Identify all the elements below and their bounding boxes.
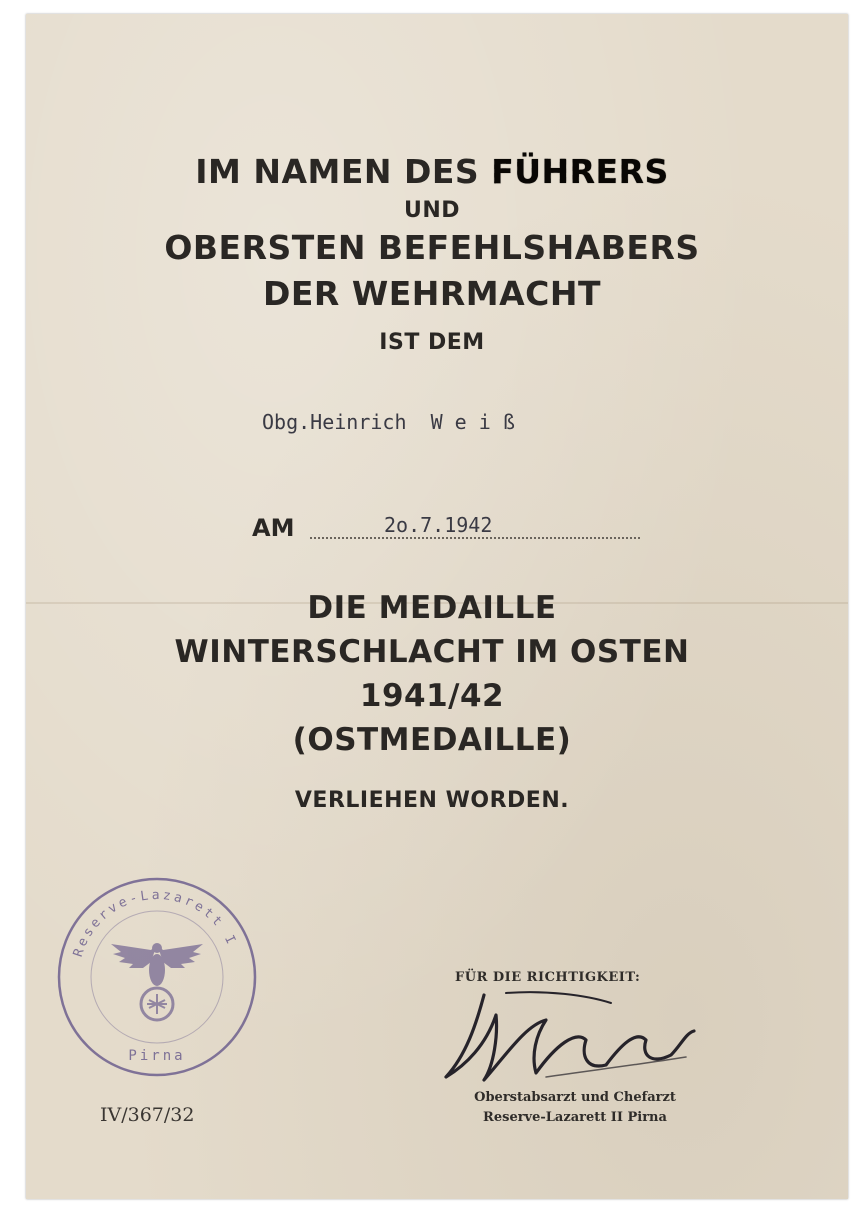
award-line-2: WINTERSCHLACHT IM OSTEN xyxy=(174,634,690,670)
signatory-role: Oberstabsarzt und Chefarzt xyxy=(474,1090,676,1105)
signatory-unit: Reserve-Lazarett II Pirna xyxy=(483,1110,667,1125)
reference-number: IV/367/32 xyxy=(100,1104,195,1126)
stamp-ring-text: Reserve-Lazarett I xyxy=(70,887,240,959)
date-dotted-line xyxy=(310,537,640,539)
header-line-4: DER WEHRMACHT xyxy=(262,274,602,313)
header-line-1 xyxy=(0,152,864,191)
award-line-3: 1941/42 xyxy=(359,678,505,714)
award-line-4: (OSTMEDAILLE) xyxy=(292,722,572,758)
censored-word: FÜHRERS xyxy=(491,152,669,191)
eagle-icon xyxy=(111,943,203,1020)
header-line-1-prefix: IM NAMEN DES xyxy=(195,152,480,191)
header-line-3: OBERSTEN BEFEHLSHABERS xyxy=(164,228,700,267)
handwritten-signature xyxy=(436,985,706,1090)
official-stamp xyxy=(54,874,260,1080)
stamp-city: Pirna xyxy=(128,1048,186,1064)
recipient-name: Obg.Heinrich W e i ß xyxy=(262,410,515,434)
award-date: 2o.7.1942 xyxy=(384,513,493,537)
attestation-label: FÜR DIE RICHTIGKEIT: xyxy=(455,970,641,985)
header-line-5: IST DEM xyxy=(379,330,485,355)
award-line-1: DIE MEDAILLE xyxy=(307,590,557,626)
date-label: AM xyxy=(252,514,295,542)
header-line-2: UND xyxy=(403,198,461,223)
award-line-5: VERLIEHEN WORDEN. xyxy=(294,788,570,813)
